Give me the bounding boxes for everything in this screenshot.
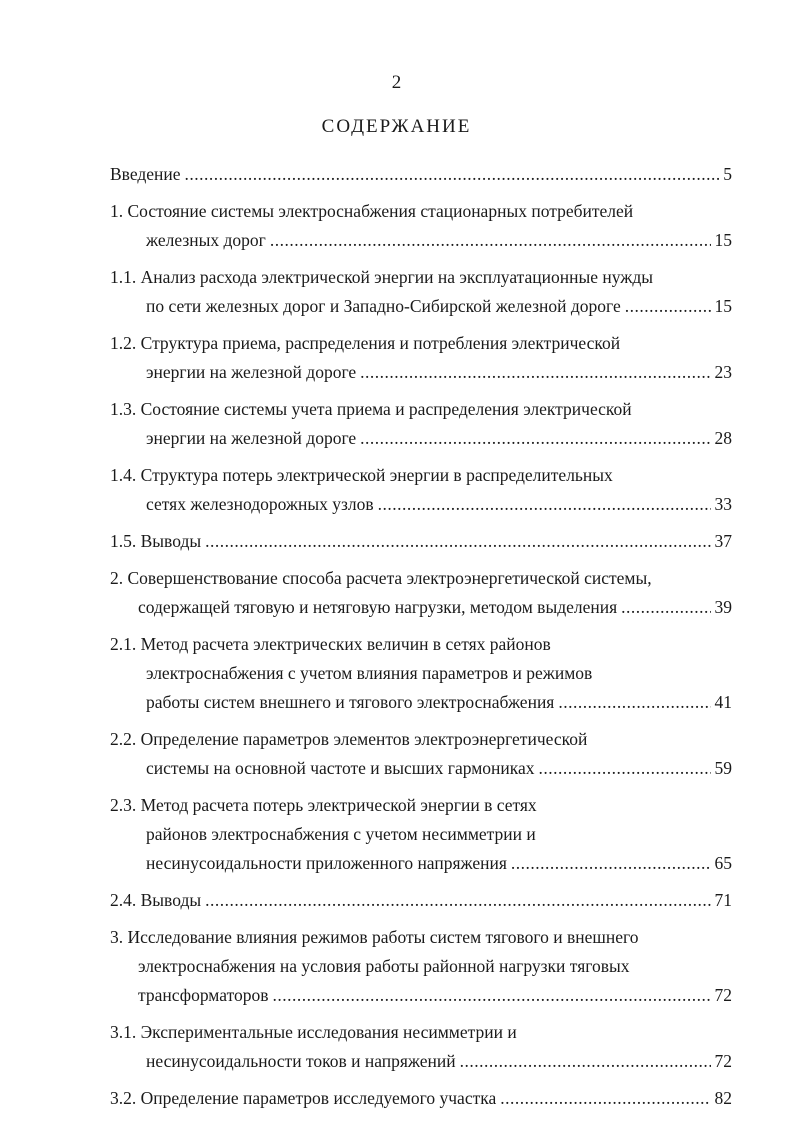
toc-entry-text: железных дорог — [146, 230, 266, 250]
toc-line — [110, 160, 732, 189]
toc-line — [110, 490, 732, 519]
toc-entry-text: электроснабжения на условия работы районной нагрузки тяговых — [138, 956, 630, 976]
toc-entry — [110, 725, 732, 783]
toc-line — [110, 923, 732, 952]
toc-page-number: 15 — [714, 296, 732, 316]
toc-page-number: 72 — [714, 985, 732, 1005]
toc-line — [110, 659, 732, 688]
toc-entry — [110, 395, 732, 453]
dot-leader — [270, 226, 711, 255]
toc-entry — [110, 886, 732, 915]
page-title: СОДЕРЖАНИЕ — [321, 116, 472, 137]
toc-line — [110, 564, 732, 593]
toc-entry-text: районов электроснабжения с учетом несимметрии и — [146, 824, 536, 844]
toc-line — [110, 820, 732, 849]
toc-entry-text: Введение — [110, 164, 181, 184]
toc-entry-text: 1.5. Выводы — [110, 531, 202, 551]
toc-page-number: 59 — [714, 758, 732, 778]
toc-line — [110, 1018, 732, 1047]
toc-page-number: 5 — [723, 164, 732, 184]
toc-entry — [110, 461, 732, 519]
dot-leader — [360, 358, 710, 387]
toc-entry — [110, 197, 732, 255]
toc-line — [110, 593, 732, 622]
toc-line — [110, 981, 732, 1010]
toc-entry-text: системы на основной частоте и высших гармониках — [146, 758, 535, 778]
toc-entry-text: 3. Исследование влияния режимов работы систем тягового и внешнего — [110, 927, 639, 947]
toc-entry-text: несинусоидальности токов и напряжений — [146, 1051, 456, 1071]
toc-line — [110, 754, 732, 783]
toc-line — [110, 630, 732, 659]
toc-page-number: 15 — [714, 230, 732, 250]
toc-page-number: 41 — [714, 692, 732, 712]
toc-entry — [110, 1084, 732, 1113]
toc-line — [110, 1047, 732, 1076]
toc-line — [110, 424, 732, 453]
toc-entry — [110, 1018, 732, 1076]
toc-line — [110, 886, 732, 915]
toc-page-number: 65 — [714, 853, 732, 873]
toc-line — [110, 461, 732, 490]
dot-leader — [511, 849, 711, 878]
toc-page-number: 39 — [714, 597, 732, 617]
toc-entry-text: содержащей тяговую и нетяговую нагрузки, методом выделения — [138, 597, 618, 617]
toc-page-number: 23 — [714, 362, 732, 382]
toc-entry-text: 2.1. Метод расчета электрических величин в сетях районов — [110, 634, 551, 654]
dot-leader — [625, 292, 711, 321]
toc-entry-text: по сети железных дорог и Западно-Сибирской железной дороге — [146, 296, 621, 316]
toc-entry — [110, 630, 732, 717]
toc-entry — [110, 564, 732, 622]
dot-leader — [621, 593, 710, 622]
toc-page-number: 33 — [714, 494, 732, 514]
toc-line — [110, 292, 732, 321]
toc-entry-text: 1. Состояние системы электроснабжения стационарных потребителей — [110, 201, 634, 221]
toc-entry — [110, 160, 732, 189]
toc-line — [110, 358, 732, 387]
dot-leader — [205, 527, 710, 556]
dot-leader — [185, 160, 720, 189]
toc-page-number: 82 — [714, 1088, 732, 1108]
toc-entry-text: трансформаторов — [138, 985, 269, 1005]
toc-entry-text: 2.2. Определение параметров элементов электроэнергетической — [110, 729, 588, 749]
toc-entry — [110, 791, 732, 878]
dot-leader — [378, 490, 711, 519]
toc-entry-text: 3.2. Определение параметров исследуемого участка — [110, 1088, 497, 1108]
toc-page-number: 28 — [714, 428, 732, 448]
toc-line — [110, 849, 732, 878]
toc-line — [110, 197, 732, 226]
toc-entry — [110, 329, 732, 387]
dot-leader — [460, 1047, 711, 1076]
toc-entry — [110, 527, 732, 556]
toc-line — [110, 952, 732, 981]
dot-leader — [205, 886, 710, 915]
toc-entry-text: 3.1. Экспериментальные исследования несимметрии и — [110, 1022, 517, 1042]
toc-line — [110, 791, 732, 820]
toc-entry-text: энергии на железной дороге — [146, 428, 357, 448]
toc-page-number: 71 — [714, 890, 732, 910]
table-of-contents — [110, 160, 732, 1121]
toc-line — [110, 688, 732, 717]
dot-leader — [500, 1084, 710, 1113]
dot-leader — [360, 424, 710, 453]
page-number: 2 — [391, 72, 402, 93]
toc-entry-text: сетях железнодорожных узлов — [146, 494, 374, 514]
toc-entry — [110, 923, 732, 1010]
toc-entry-text: 2. Совершенствование способа расчета электроэнергетической системы, — [110, 568, 652, 588]
dot-leader — [273, 981, 711, 1010]
toc-entry-text: 2.4. Выводы — [110, 890, 202, 910]
toc-entry-text: энергии на железной дороге — [146, 362, 357, 382]
toc-entry-text: 1.2. Структура приема, распределения и потребления электрической — [110, 333, 621, 353]
toc-line — [110, 527, 732, 556]
toc-entry-text: несинусоидальности приложенного напряжения — [146, 853, 507, 873]
toc-entry-text: работы систем внешнего и тягового электроснабжения — [146, 692, 555, 712]
toc-page-number: 72 — [714, 1051, 732, 1071]
toc-line — [110, 226, 732, 255]
toc-line — [110, 263, 732, 292]
toc-line — [110, 1084, 732, 1113]
toc-entry-text: 2.3. Метод расчета потерь электрической энергии в сетях — [110, 795, 537, 815]
toc-entry — [110, 263, 732, 321]
dot-leader — [558, 688, 710, 717]
dot-leader — [539, 754, 711, 783]
toc-entry-text: 1.3. Состояние системы учета приема и распределения электрической — [110, 399, 632, 419]
toc-line — [110, 725, 732, 754]
toc-entry-text: 1.4. Структура потерь электрической энергии в распределительных — [110, 465, 613, 485]
toc-line — [110, 395, 732, 424]
toc-entry-text: электроснабжения с учетом влияния параметров и режимов — [146, 663, 593, 683]
toc-entry-text: 1.1. Анализ расхода электрической энергии на эксплуатационные нужды — [110, 267, 654, 287]
toc-page-number: 37 — [714, 531, 732, 551]
toc-line — [110, 329, 732, 358]
